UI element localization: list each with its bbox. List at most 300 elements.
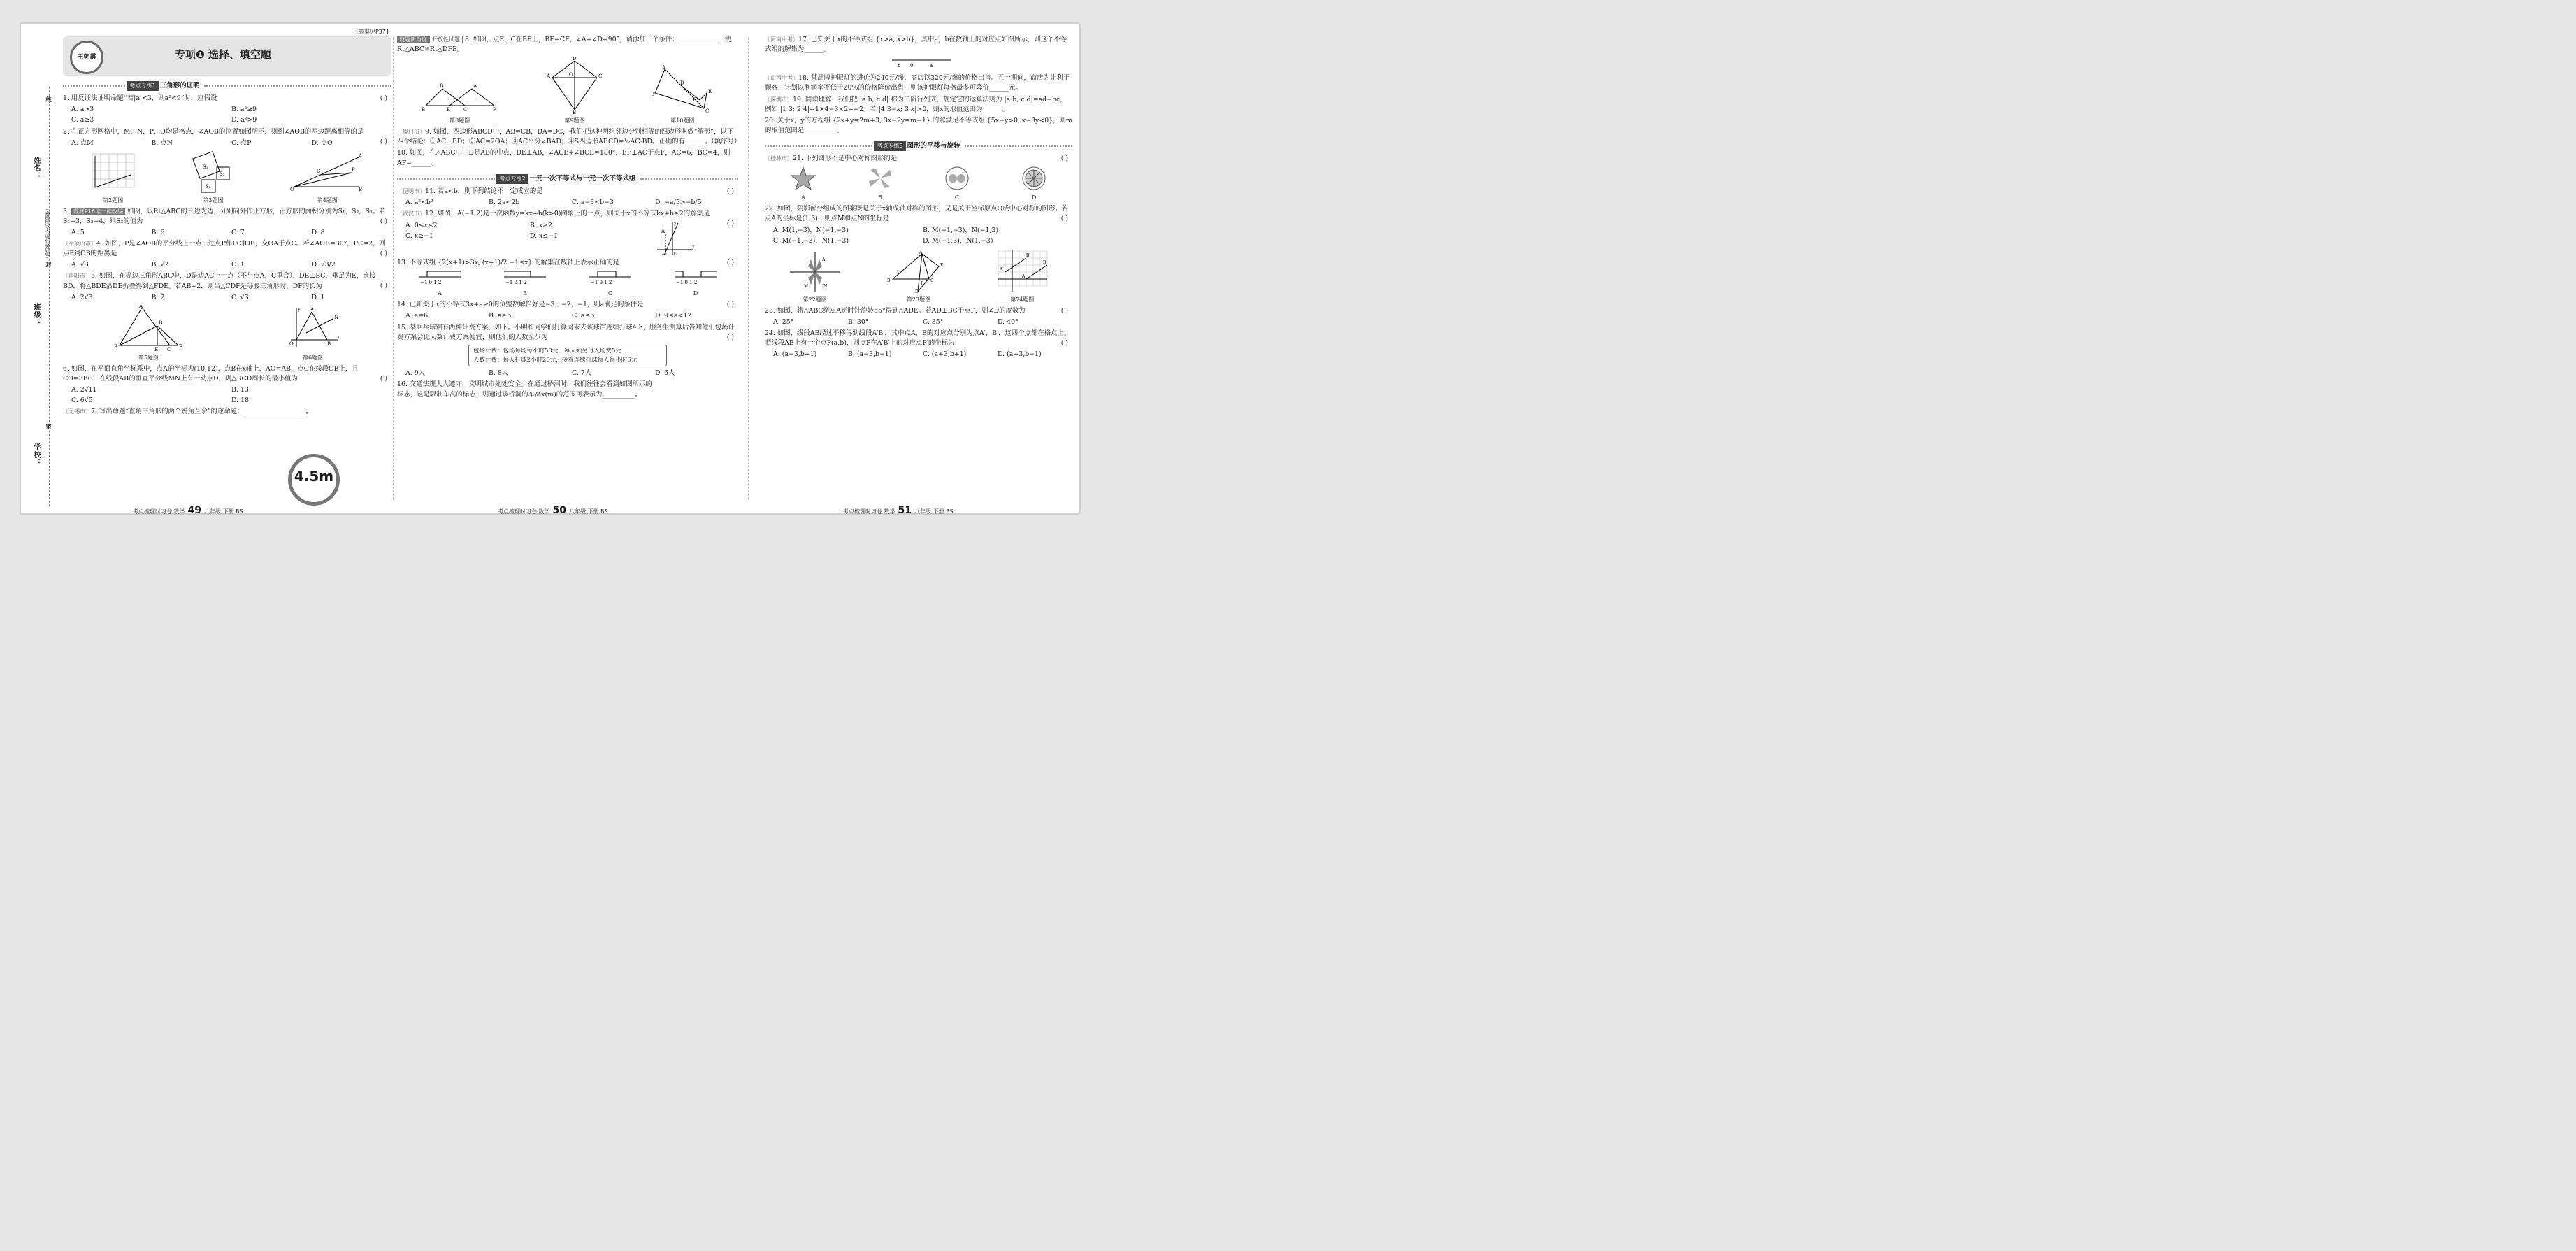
triangle-bisector-figure <box>651 65 714 114</box>
svg-text:A′: A′ <box>1000 266 1005 272</box>
section-title: 三角形的证明 <box>159 82 200 90</box>
question-source: 〔厦门市〕 <box>397 129 425 136</box>
option-a-figure <box>417 270 462 298</box>
options-row <box>71 115 391 125</box>
footer-text: 考点梳理时习卷 数学 <box>133 508 185 515</box>
figure-row <box>765 248 1072 304</box>
wheel-icon <box>1020 166 1048 191</box>
svg-text:0: 0 <box>910 63 914 69</box>
svg-text:D: D <box>680 80 684 87</box>
page-number: 49 <box>187 505 202 516</box>
type-badge: 开放性试题 <box>429 36 463 43</box>
question-text: 13. 不等式组 {2(x+1)>3x, (x+1)/2 −1≤x} 的解集在数轴上表示正确的是 <box>397 259 620 267</box>
figure-caption: 第9题图 <box>564 117 585 124</box>
figure-row <box>397 57 738 125</box>
options-row <box>71 138 391 148</box>
figure-caption: 第3题图 <box>203 196 224 203</box>
section-header <box>765 141 1072 151</box>
figure-caption: 第4题图 <box>317 196 338 203</box>
equilateral-triangle-figure <box>114 305 184 351</box>
option-a: A. 9人 <box>405 369 426 378</box>
question-13 <box>397 258 738 268</box>
svg-text:C: C <box>705 108 710 115</box>
option-c-figure <box>943 166 971 202</box>
footer-page-49 <box>133 505 243 516</box>
svg-text:B: B <box>886 278 891 283</box>
page-51 <box>765 34 1072 360</box>
option-b: B. a²≥9 <box>231 106 257 114</box>
svg-text:A: A <box>1022 273 1026 279</box>
footer-page-51 <box>843 505 954 516</box>
options-row <box>405 231 654 241</box>
svg-text:D: D <box>439 83 444 90</box>
section-title: 一元一次不等式与一元一次不等式组 <box>529 174 636 183</box>
option-a: A. 25° <box>773 317 794 326</box>
svg-text:−1 0 1 2: −1 0 1 2 <box>591 280 612 286</box>
footer-text: 考点梳理时习卷 数学 <box>843 508 895 515</box>
figure-caption: 第6题图 <box>302 354 324 361</box>
svg-text:N: N <box>823 283 827 289</box>
question-source: 〔河南中考〕 <box>765 36 798 43</box>
options-row <box>773 236 1072 246</box>
option-d-figure <box>1020 166 1048 202</box>
question-22 <box>765 204 1072 224</box>
answer-paren: ( ) <box>726 220 734 228</box>
number-line-b <box>503 270 547 287</box>
q12-options-figure <box>397 220 738 257</box>
answer-paren: ( ) <box>726 301 734 309</box>
svg-text:O: O <box>289 341 294 347</box>
question-text: 14. 已知关于x的不等式3x+a≥0的负整数解恰好是−3，−2，−1，则a满足的条件是 <box>397 301 644 309</box>
figure-3 <box>189 150 238 205</box>
svg-text:A: A <box>661 229 665 235</box>
svg-text:A: A <box>138 304 143 309</box>
options-row <box>405 369 738 378</box>
option-label: D <box>1031 194 1037 201</box>
answer-paren: ( ) <box>380 94 387 103</box>
publisher-logo: 王朝霞 <box>70 41 103 74</box>
svg-text:O: O <box>568 72 573 78</box>
circle-symbol-icon <box>943 166 971 191</box>
option-b: B. 点N <box>151 138 173 147</box>
figure-caption: 第5题图 <box>138 354 159 361</box>
options-row <box>71 293 391 303</box>
option-c: C. 6√5 <box>71 396 93 405</box>
option-a: A. 5 <box>71 229 85 237</box>
seal-mark-1: 线 <box>45 96 52 103</box>
svg-text:S₁: S₁ <box>202 164 208 170</box>
figure-24 <box>994 248 1050 304</box>
question-text: 10. 如图，在△ABC中，D是AB的中点，DE⊥AB，∠ACE+∠BCE=180°，EF⊥AC于点F，AC=6，BC=4，则AF=______。 <box>397 149 731 167</box>
option-b: B. 8人 <box>489 369 509 378</box>
svg-text:x: x <box>692 245 695 250</box>
section-title: 图形的平移与旋转 <box>907 141 960 150</box>
column-divider <box>393 38 394 499</box>
option-d: D. 6人 <box>655 369 675 378</box>
options-row <box>773 226 1072 236</box>
svg-text:A: A <box>662 65 666 71</box>
answer-paren: ( ) <box>380 282 387 290</box>
footer-text: 八年级 下册 BS <box>914 508 954 515</box>
option-d: D. 18 <box>231 396 250 405</box>
page-number: 50 <box>552 505 567 516</box>
star-icon <box>789 166 817 191</box>
option-a: A. a>3 <box>71 106 94 114</box>
option-b: B. 13 <box>231 386 249 394</box>
option-c: C. (a+3,b+1) <box>923 350 967 359</box>
svg-text:N: N <box>333 314 338 320</box>
option-c: C. a−3<b−3 <box>572 199 614 207</box>
figure-9 <box>547 57 603 125</box>
figure-caption: 第24题图 <box>1010 296 1035 303</box>
option-label: A <box>801 194 805 201</box>
worksheet-spread <box>20 22 1081 515</box>
school-label: 学校： <box>32 443 40 466</box>
figure-4 <box>289 150 366 205</box>
svg-text:A: A <box>310 306 314 312</box>
class-label: 班级： <box>32 303 40 327</box>
question-text: 15. 某乒乓球馆有两种计费方案，如下。小明和同学们打算周末去该球馆连续打球4 h，服务生测算后告知他们包场计费方案会比人数计费方案便宜，则他们的人数至少为 <box>397 323 735 341</box>
translation-grid-figure <box>994 248 1050 293</box>
question-text: 21. 下列图形不是中心对称图形的是 <box>793 155 898 163</box>
option-a: A. M(1,−3)，N(−1,−3) <box>773 226 849 234</box>
svg-text:M: M <box>803 283 808 289</box>
option-a: A. (a−3,b+1) <box>773 350 817 359</box>
option-d: D. M(−1,3)，N(1,−3) <box>923 236 993 245</box>
option-d: D. 1 <box>311 293 325 301</box>
option-b: B. (a−3,b−1) <box>848 350 892 359</box>
question-9 <box>397 127 741 147</box>
svg-text:D: D <box>158 320 163 326</box>
name-label: 姓名： <box>32 157 40 180</box>
option-label: A <box>438 290 442 297</box>
coordinate-figure <box>285 305 341 351</box>
option-b: B. M(−1,−3)，N(−1,3) <box>923 226 999 234</box>
question-text: 5. 如图，在等边三角形ABC中，D是边AC上一点（不与点A，C重合），DE⊥BC，垂足为E，连接BD，将△BDE沿DE折叠得到△FDE。若AB=2，则当△CDF是等腰三角形时，DF的长为 <box>63 272 376 290</box>
option-c: C. 35° <box>923 317 944 326</box>
svg-text:B: B <box>651 92 655 98</box>
question-source: 〔平顶山市〕 <box>63 241 96 248</box>
svg-text:C: C <box>463 107 468 113</box>
option-a: A. 点M <box>71 138 94 147</box>
question-5 <box>63 271 391 291</box>
answer-paren: ( ) <box>380 137 387 145</box>
svg-text:A: A <box>821 257 825 262</box>
option-a: A. √3 <box>71 261 89 269</box>
question-23 <box>765 306 1072 316</box>
option-d: D. 点Q <box>311 138 333 147</box>
option-c: C. 点P <box>231 138 252 147</box>
squares-figure <box>189 150 238 194</box>
question-4 <box>63 239 391 259</box>
option-d: D. −a/5>−b/5 <box>655 199 702 207</box>
shape-options <box>765 166 1072 202</box>
question-text: 7. 写出命题“直角三角形的两个锐角互余”的逆命题：___________________。 <box>91 408 312 416</box>
svg-text:y: y <box>674 221 677 227</box>
svg-text:C: C <box>317 168 321 174</box>
svg-text:F: F <box>492 107 496 113</box>
question-text: 17. 已知关于x的不等式组 {x>a, x>b}，其中a，b在数轴上的对应点如图所示，则这个不等式组的解集为______。 <box>765 36 1067 54</box>
column-divider <box>748 38 749 499</box>
answer-paren: ( ) <box>726 187 734 195</box>
option-a: A. 2√3 <box>71 293 93 301</box>
question-source: 〔无锡市〕 <box>63 408 91 415</box>
svg-text:F: F <box>693 97 697 103</box>
option-b-figure <box>866 166 894 202</box>
option-d: D. 8 <box>311 229 325 237</box>
question-text: 4. 如图，P是∠AOB的平分线上一点，过点P作PC∥OB，交OA于点C。若∠AOB=30°，PC=2，则点P到OB的距离是 <box>63 240 386 258</box>
svg-text:D: D <box>572 57 577 62</box>
svg-text:E: E <box>154 346 158 351</box>
svg-text:−1 0 1 2: −1 0 1 2 <box>420 280 442 286</box>
option-label: D <box>693 290 698 297</box>
section-tag: 考点专练2 <box>496 174 528 184</box>
page-49 <box>63 29 391 418</box>
option-a: A. 0≤x≤2 <box>405 222 438 230</box>
question-text: 6. 如图，在平面直角坐标系中，点A的坐标为(10,12)，点B在x轴上，AO=AB，点C在线段OB上，且CO=3BC，在线段AB的垂直平分线MN上有一动点D，则△BCD周长的最小值为 <box>63 364 359 383</box>
question-text: 22. 如图，阴影部分组成的图案既是关于x轴成轴对称的图形，又是关于坐标原点O成中心对称的图形。若点A的坐标是(1,3)，则点M和点N的坐标是 <box>765 205 1068 223</box>
svg-text:B: B <box>326 341 331 347</box>
figure-caption: 第22题图 <box>803 296 827 303</box>
option-c: C. x≥−1 <box>405 232 433 241</box>
symmetric-pattern-figure <box>787 251 843 293</box>
option-a: A. a²<b² <box>405 199 433 207</box>
options-row <box>71 260 391 270</box>
svg-text:A: A <box>546 73 551 80</box>
question-18 <box>765 73 1072 93</box>
question-text: 23. 如图，将△ABC绕点A逆时针旋转55°得到△ADE。若AD⊥BC于点F，则∠D的度数为 <box>765 306 1026 315</box>
options-row <box>405 221 654 231</box>
answer-paren: ( ) <box>380 250 387 258</box>
svg-text:−1 0 1 2: −1 0 1 2 <box>505 280 527 286</box>
options-row <box>773 317 1072 327</box>
svg-text:x: x <box>336 334 340 340</box>
grid-angle-figure <box>89 150 138 194</box>
svg-text:A: A <box>473 83 477 90</box>
option-d: D. (a+3,b−1) <box>998 350 1042 359</box>
option-a: A. a=6 <box>405 312 429 320</box>
question-source: 〔昆明市〕 <box>397 187 425 194</box>
option-d: D. 9≤a<12 <box>655 312 692 320</box>
svg-text:P: P <box>352 166 356 173</box>
number-line-a <box>417 270 462 287</box>
figure-5 <box>114 305 184 362</box>
svg-text:B: B <box>1043 259 1046 265</box>
question-source: 〔南阳市〕 <box>63 273 91 280</box>
option-c-figure <box>588 270 633 298</box>
section-header <box>63 81 391 91</box>
option-label: B <box>878 194 882 201</box>
question-11 <box>397 187 738 196</box>
svg-text:F: F <box>920 280 924 286</box>
option-b: B. 2 <box>151 293 165 301</box>
pricing-plan-1: 包场计费：包场每场每小时50元，每人须另付入场费5元 <box>473 347 621 355</box>
question-17 <box>765 35 1072 55</box>
question-text: 12. 如图，A(−1,2)是一次函数y=kx+b(k>0)图象上的一点，则关于x的不等式kx+b≥2的解集是 <box>425 210 710 218</box>
question-16 <box>397 380 656 399</box>
svg-text:E: E <box>446 107 450 113</box>
seal-line <box>49 87 50 506</box>
question-1 <box>63 94 391 103</box>
question-source: 〔山西中考〕 <box>765 75 798 82</box>
option-d: D. √3/2 <box>311 261 336 269</box>
question-14 <box>397 300 738 310</box>
figure-caption: 第8题图 <box>449 117 470 124</box>
svg-text:A: A <box>919 250 923 255</box>
option-label: C <box>607 290 613 297</box>
question-text: 如图，以Rt△ABC的三边为边，分别向外作正方形，正方形的面积分别为S₁，S₂，S₃。若S₁=3，S₂=4，则S₃的值为 <box>63 207 386 225</box>
question-text: 9. 如图，四边形ABCD中，AB=CB，DA=DC，我们把这种两组邻边分别相等的四边形叫做“筝形”，以下四个结论：①AC⊥BD；②AC=2OA；③AC平分∠BAD；④S四边形ABCD=½AC·BD。正确的有______。（填序号） <box>397 128 741 146</box>
option-b: B. √2 <box>151 261 169 269</box>
question-6 <box>63 364 391 384</box>
answer-paren: ( ) <box>726 333 734 341</box>
option-b: B. 2a<2b <box>489 199 520 207</box>
option-a: A. 2√11 <box>71 386 97 394</box>
answer-paren: ( ) <box>380 374 387 383</box>
svg-text:O: O <box>290 186 295 192</box>
svg-text:E: E <box>940 262 944 268</box>
question-text: 11. 若a<b，则下列结论不一定成立的是 <box>425 187 543 195</box>
section-tag: 考点专练3 <box>874 141 905 151</box>
svg-text:B: B <box>359 186 363 192</box>
options-row <box>71 396 391 406</box>
svg-text:S₂: S₂ <box>219 171 225 177</box>
option-c: C. √3 <box>231 293 249 301</box>
footer-text: 八年级 下册 BS <box>569 508 608 515</box>
question-source: 〔桂林市〕 <box>765 155 793 162</box>
svg-text:B: B <box>421 107 425 113</box>
option-label: B <box>523 290 527 297</box>
svg-text:y: y <box>297 306 301 312</box>
source-badge: 教材P16读一读改编 <box>71 208 125 215</box>
svg-text:F: F <box>178 343 182 350</box>
pricing-box <box>468 345 667 367</box>
question-text: 24. 如图，线段AB经过平移得到线段A′B′，其中点A，B的对应点分别为点A′，B′，这四个点都在格点上。若线段AB上有一个点P(a,b)，则点P在A′B′上的对应点P′的坐标为 <box>765 329 1071 348</box>
option-label: C <box>954 194 960 201</box>
option-d-figure <box>673 270 718 298</box>
option-b: B. 30° <box>848 317 869 326</box>
svg-text:A: A <box>359 152 363 159</box>
options-row <box>405 198 738 208</box>
figure-23 <box>887 251 950 304</box>
svg-text:E: E <box>708 89 712 95</box>
answer-paren: ( ) <box>1060 306 1068 315</box>
figure-8 <box>422 79 498 125</box>
options-row <box>71 385 391 395</box>
pricing-plan-2: 人数计费：每人打球2小时20元，接着连续打球每人每小时6元 <box>473 356 638 364</box>
question-text: 1. 用反证法证明命题“若|a|<3，则a²<9”时，应假设 <box>63 94 217 103</box>
svg-text:a: a <box>930 63 933 69</box>
number-line-c <box>588 270 633 287</box>
question-3: 3. 教材P16读一读改编 如图，以Rt△ABC的三边为边，分别向外作正方形，正方形的面积分别为S₁，S₂，S₃。若S₁=3，S₂=4，则S₃的值为 ( ) <box>63 207 387 225</box>
ab-number-line <box>891 56 954 69</box>
seal-note: （密封线内请勿答题） <box>44 206 50 262</box>
footer-page-50 <box>498 505 608 516</box>
option-c: C. 1 <box>231 261 245 269</box>
option-a-figure <box>789 166 817 202</box>
figure-caption: 第2题图 <box>103 196 124 203</box>
svg-text:B: B <box>113 343 117 350</box>
question-21 <box>765 154 1072 164</box>
figure-caption: 第23题图 <box>906 296 931 303</box>
number-line-d <box>673 270 718 287</box>
option-b: B. 6 <box>151 229 165 237</box>
page-50 <box>397 34 741 401</box>
options-row <box>71 105 391 115</box>
section-tag: 考点专练1 <box>127 81 158 91</box>
figure-2 <box>89 150 138 205</box>
answer-paren: ( ) <box>1060 155 1068 163</box>
figure-row <box>63 305 391 362</box>
question-20 <box>765 116 1072 136</box>
svg-text:D: D <box>914 289 919 293</box>
page-title: 专项❶ 选择、填空题 <box>175 48 271 61</box>
option-c: C. a≤6 <box>572 312 595 320</box>
seal-mark-3: 密 <box>45 424 52 430</box>
options-row <box>71 228 391 238</box>
svg-text:C: C <box>930 278 934 283</box>
question-text: 16. 交通法规人人遵守，文明城市处处安全。在通过桥洞时，我们往往会看到如图所示的标志，这是限制车高的标志，则通过该桥洞的车高x(m)的范围可表示为__________。 <box>397 380 652 399</box>
figure-10 <box>651 65 714 125</box>
pinwheel-icon <box>866 166 894 191</box>
footer-text: 考点梳理时习卷 数学 <box>498 508 550 515</box>
svg-text:C: C <box>598 73 603 80</box>
option-c: C. M(−1,−3)，N(1,−3) <box>773 236 849 245</box>
linear-function-figure <box>654 220 696 257</box>
footer-text: 八年级 下册 BS <box>204 508 243 515</box>
options-row <box>773 350 1072 359</box>
svg-text:C: C <box>166 346 171 351</box>
option-b: B. a≥6 <box>489 312 512 320</box>
seal-mark-2: 封 <box>45 262 52 268</box>
figure-caption: 第10题图 <box>670 117 695 124</box>
figure-6 <box>285 305 341 362</box>
question-text: 8. 如图，点E，C在BF上，BE=CF，∠A=∠D=90°，请添加一个条件：____________，使Rt△ABC≌Rt△DFE。 <box>397 36 731 54</box>
rotation-figure <box>887 251 950 293</box>
answer-paren: ( ) <box>380 217 387 225</box>
figure-22 <box>787 251 843 304</box>
question-source: 〔深圳市〕 <box>765 96 793 103</box>
kite-figure <box>547 57 603 114</box>
angle-bisector-figure <box>289 150 366 194</box>
svg-text:S₃: S₃ <box>205 183 211 190</box>
height-limit-sign: 4.5m <box>288 454 340 506</box>
svg-text:−1: −1 <box>661 252 668 257</box>
question-text: 18. 某品牌护眼灯的进价为240元/盏，商店以320元/盏的价格出售。五一期间，商店为让利于顾客，计划以利润率不低于20%的价格降价出售，则该护眼灯每盏最多可降价______元。 <box>765 74 1070 92</box>
option-b-figure <box>503 270 547 298</box>
title-bar <box>63 36 391 76</box>
right-triangles-figure <box>422 79 498 114</box>
answer-paren: ( ) <box>1060 339 1068 347</box>
options-row <box>405 311 738 321</box>
question-24 <box>765 329 1072 348</box>
svg-text:B′: B′ <box>1026 252 1031 258</box>
question-text: 2. 在正方形网格中，M，N，P，Q均是格点，∠AOB的位置如图所示，则到∠AOB的两边距离相等的是 <box>63 127 364 136</box>
option-c: C. 7人 <box>572 369 592 378</box>
section-header <box>397 174 738 184</box>
option-c: C. 7 <box>231 229 245 237</box>
question-source: 〔武汉市〕 <box>397 210 425 217</box>
svg-text:b: b <box>898 63 901 69</box>
question-10 <box>397 148 738 168</box>
question-19 <box>765 95 1072 115</box>
answer-paren: ( ) <box>1060 215 1068 223</box>
option-d: D. 40° <box>998 317 1019 326</box>
question-8 <box>397 35 738 55</box>
svg-text:B: B <box>572 110 577 115</box>
svg-text:O: O <box>674 252 677 257</box>
source-badge: 设题新角度 <box>397 36 429 43</box>
